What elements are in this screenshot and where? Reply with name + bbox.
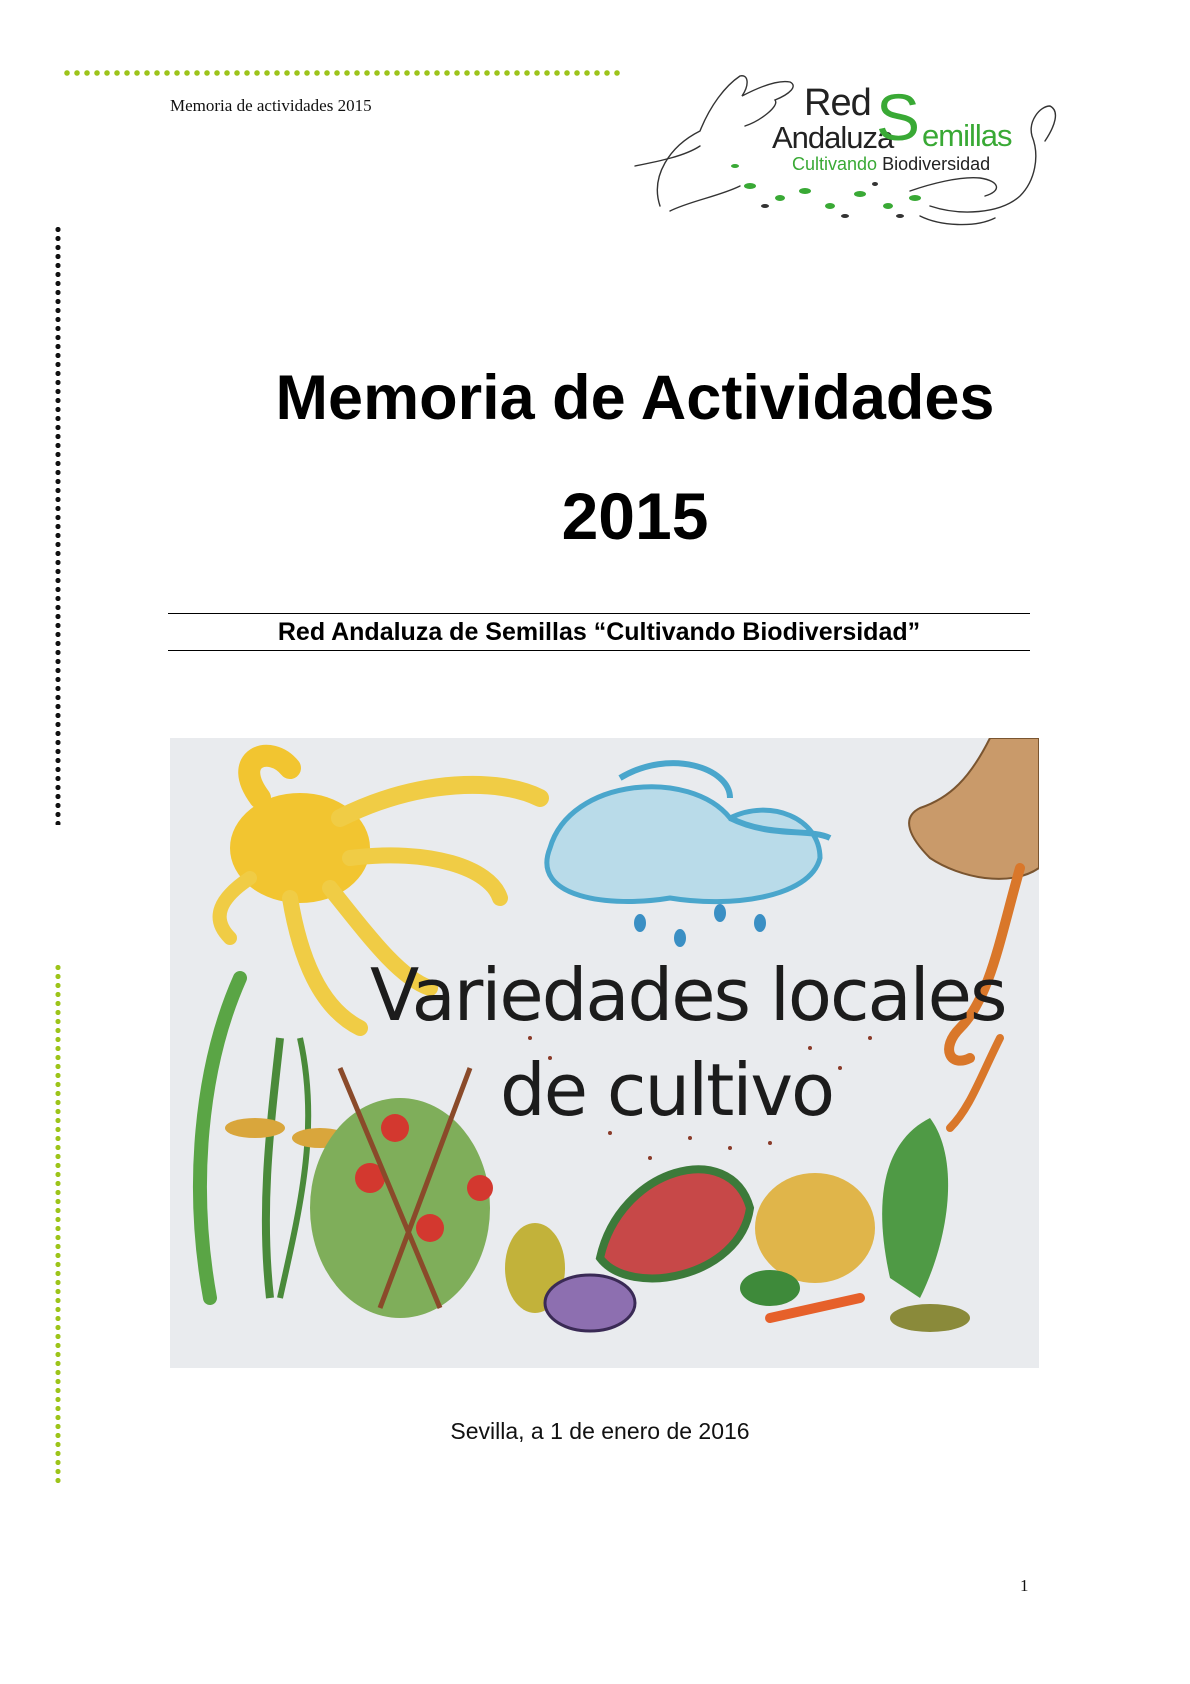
- running-header: Memoria de actividades 2015: [170, 96, 372, 115]
- place-date: Sevilla, a 1 de enero de 2016: [450, 1418, 750, 1444]
- page-number: 1: [1020, 1576, 1029, 1595]
- document-title: Memoria de Actividades: [275, 363, 995, 433]
- logo-word-emillas: emillas: [922, 118, 1012, 153]
- raindrops: [634, 904, 766, 947]
- artwork-caption-line1: Variedades locales: [370, 953, 1006, 1037]
- logo-tagline-biodiversidad: Biodiversidad: [882, 154, 991, 174]
- cover-artwork: [170, 738, 1039, 1368]
- logo-word-andaluza: Andaluza: [772, 120, 894, 155]
- logo-tagline: [792, 154, 990, 175]
- left-dotted-border-black: [55, 225, 61, 825]
- subtitle-rule-top: [168, 613, 1030, 614]
- red-andaluza-semillas-logo: [630, 66, 1060, 230]
- top-dotted-border: [62, 70, 622, 76]
- logo-letter-s: S: [876, 80, 921, 154]
- vegetables-illustration: [505, 1118, 970, 1332]
- cloud-illustration: [547, 763, 830, 901]
- subtitle-rule-bottom: [168, 650, 1030, 651]
- artwork-caption-line2: de cultivo: [500, 1048, 834, 1132]
- logo-tagline-cultivando: Cultivando: [792, 154, 878, 174]
- document-subtitle: Red Andaluza de Semillas “Cultivando Biodiversidad”: [277, 618, 921, 646]
- left-dotted-border-green: [55, 963, 61, 1483]
- document-year: 2015: [561, 479, 709, 553]
- logo-word-red: Red: [804, 82, 871, 124]
- hand-illustration: [909, 738, 1039, 1128]
